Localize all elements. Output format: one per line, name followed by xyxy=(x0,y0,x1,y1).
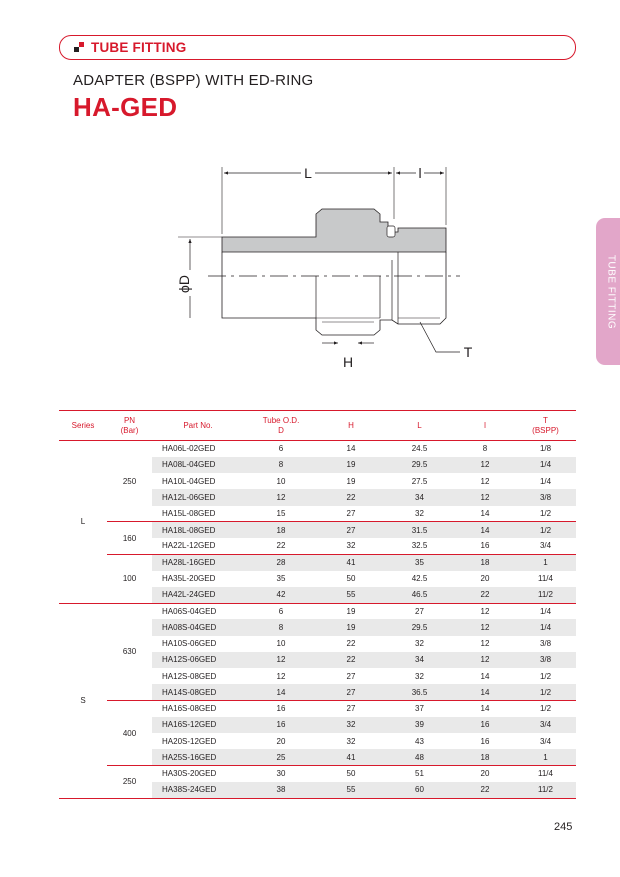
part-no-cell: HA06S-04GED xyxy=(152,603,244,619)
tube-od-cell: 14 xyxy=(244,684,318,700)
h-cell: 32 xyxy=(346,736,356,746)
dimension-D-label: ϕD xyxy=(176,275,192,293)
table-row xyxy=(59,701,576,717)
l-cell: 14 xyxy=(455,701,515,717)
L-cell: 32 xyxy=(415,671,424,681)
L-cell: 34 xyxy=(384,652,455,668)
l-cell: 16 xyxy=(455,717,515,733)
pn-cell: 100 xyxy=(107,554,152,603)
h-cell: 41 xyxy=(318,749,384,765)
tube-od-cell: 30 xyxy=(244,766,318,782)
part-no-cell: HA28L-16GED xyxy=(152,554,244,570)
dimension-L-label: L xyxy=(304,165,312,181)
tube-od-cell: 6 xyxy=(244,603,318,619)
technical-drawing xyxy=(0,0,620,400)
t-cell: 1 xyxy=(515,554,576,570)
h-cell: 27 xyxy=(318,522,384,538)
header-t: T (BSPP) xyxy=(515,411,576,441)
L-cell: 27.5 xyxy=(411,476,428,486)
tube-od-cell: 12 xyxy=(244,489,318,505)
t-cell: 11/2 xyxy=(515,782,576,798)
tube-od-cell: 18 xyxy=(244,522,318,538)
table-row xyxy=(59,603,576,619)
part-no-cell: HA15L-08GED xyxy=(162,508,216,518)
part-no-cell: HA38S-24GED xyxy=(152,782,244,798)
fitting-upper-section xyxy=(222,209,446,252)
dimension-T-leader xyxy=(420,322,460,352)
h-cell: 50 xyxy=(346,574,356,584)
pn-cell: 250 xyxy=(107,766,152,799)
h-cell: 27 xyxy=(346,671,356,681)
t-cell: 3/8 xyxy=(515,489,576,505)
t-cell: 11/4 xyxy=(538,574,553,584)
table-row xyxy=(59,766,576,782)
h-cell: 14 xyxy=(346,444,356,454)
l-cell: 12 xyxy=(480,476,490,486)
t-cell: 1 xyxy=(515,749,576,765)
tube-od-cell: 20 xyxy=(276,736,286,746)
l-cell: 14 xyxy=(455,522,515,538)
L-cell: 32.5 xyxy=(411,541,428,551)
l-cell: 14 xyxy=(480,671,490,681)
t-cell: 1/2 xyxy=(515,684,576,700)
pn-cell: 630 xyxy=(107,603,152,701)
l-cell: 20 xyxy=(480,574,490,584)
section-title: TUBE FITTING xyxy=(91,40,187,55)
t-cell: 1/2 xyxy=(515,522,576,538)
t-cell: 1/2 xyxy=(515,701,576,717)
part-no-cell: HA20S-12GED xyxy=(162,736,217,746)
header-l: l xyxy=(455,411,515,441)
part-no-cell: HA16S-08GED xyxy=(152,701,244,717)
t-cell: 11/4 xyxy=(515,766,576,782)
tube-od-cell: 28 xyxy=(244,554,318,570)
part-no-cell: HA18L-08GED xyxy=(152,522,244,538)
L-cell: 43 xyxy=(415,736,424,746)
header-tube-od: Tube O.D. D xyxy=(244,411,318,441)
l-cell: 12 xyxy=(455,619,515,635)
L-cell: 60 xyxy=(384,782,455,798)
h-cell: 41 xyxy=(318,554,384,570)
table-header-row xyxy=(59,411,576,441)
header-pn: PN (Bar) xyxy=(107,411,152,441)
h-cell: 19 xyxy=(318,619,384,635)
L-cell: 31.5 xyxy=(384,522,455,538)
L-cell: 39 xyxy=(384,717,455,733)
l-cell: 18 xyxy=(455,749,515,765)
t-cell: 1/4 xyxy=(515,619,576,635)
page-number: 245 xyxy=(554,821,573,833)
tube-od-cell: 10 xyxy=(276,639,286,649)
h-cell: 55 xyxy=(318,587,384,603)
part-no-cell: HA42L-24GED xyxy=(152,587,244,603)
t-cell: 1/2 xyxy=(539,508,552,518)
ed-ring-groove xyxy=(387,226,395,237)
part-no-cell: HA12L-06GED xyxy=(152,489,244,505)
part-no-cell: HA35L-20GED xyxy=(162,574,216,584)
L-cell: 34 xyxy=(384,489,455,505)
series-cell: L xyxy=(59,441,107,604)
l-cell: 22 xyxy=(455,782,515,798)
h-cell: 19 xyxy=(346,476,356,486)
dimension-l-label: l xyxy=(418,165,422,181)
h-cell: 19 xyxy=(318,457,384,473)
h-cell: 50 xyxy=(318,766,384,782)
L-cell: 32 xyxy=(415,639,424,649)
pn-cell: 400 xyxy=(107,701,152,766)
series-cell: S xyxy=(59,603,107,798)
tube-od-cell: 15 xyxy=(276,508,286,518)
t-cell: 1/4 xyxy=(515,457,576,473)
part-no-cell: HA14S-08GED xyxy=(152,684,244,700)
L-cell: 51 xyxy=(384,766,455,782)
table-row xyxy=(59,441,576,457)
l-cell: 12 xyxy=(455,457,515,473)
part-no-cell: HA10S-06GED xyxy=(162,639,217,649)
part-no-cell: HA12S-06GED xyxy=(152,652,244,668)
header-part-no: Part No. xyxy=(152,411,244,441)
h-cell: 22 xyxy=(318,489,384,505)
t-cell: 11/2 xyxy=(515,587,576,603)
tube-od-cell: 16 xyxy=(244,701,318,717)
t-cell: 3/4 xyxy=(539,541,552,551)
part-no-cell: HA08S-04GED xyxy=(152,619,244,635)
tube-od-cell: 8 xyxy=(244,457,318,473)
pn-cell: 250 xyxy=(107,441,152,522)
l-cell: 18 xyxy=(455,554,515,570)
spec-table xyxy=(59,410,576,799)
product-subtitle: ADAPTER (BSPP) WITH ED-RING xyxy=(73,72,314,89)
l-cell: 16 xyxy=(480,736,490,746)
h-cell: 27 xyxy=(318,701,384,717)
t-cell: 3/4 xyxy=(539,736,552,746)
L-cell: 29.5 xyxy=(384,457,455,473)
h-cell: 27 xyxy=(346,508,356,518)
l-cell: 14 xyxy=(480,508,490,518)
h-cell: 19 xyxy=(318,603,384,619)
part-no-cell: HA30S-20GED xyxy=(152,766,244,782)
part-no-cell: HA25S-16GED xyxy=(152,749,244,765)
h-cell: 22 xyxy=(346,639,356,649)
dimension-H-label: H xyxy=(342,354,354,370)
l-cell: 12 xyxy=(480,639,490,649)
header-h: H xyxy=(318,411,384,441)
fitting-lower-section xyxy=(222,252,446,335)
l-cell: 16 xyxy=(480,541,490,551)
L-cell: 29.5 xyxy=(384,619,455,635)
part-no-cell: HA06L-02GED xyxy=(162,444,216,454)
t-cell: 1/4 xyxy=(539,476,552,486)
h-cell: 22 xyxy=(318,652,384,668)
part-no-cell: HA10L-04GED xyxy=(162,476,216,486)
part-no-cell: HA16S-12GED xyxy=(152,717,244,733)
h-cell: 32 xyxy=(318,717,384,733)
L-cell: 48 xyxy=(384,749,455,765)
L-cell: 36.5 xyxy=(384,684,455,700)
L-cell: 24.5 xyxy=(411,444,428,454)
tube-od-cell: 12 xyxy=(244,652,318,668)
t-cell: 1/4 xyxy=(515,603,576,619)
table-row xyxy=(59,522,576,538)
t-cell: 1/8 xyxy=(539,444,552,454)
part-no-cell: HA22L-12GED xyxy=(162,541,216,551)
table-row xyxy=(59,554,576,570)
L-cell: 42.5 xyxy=(411,574,428,584)
L-cell: 35 xyxy=(384,554,455,570)
tube-od-cell: 8 xyxy=(244,619,318,635)
t-cell: 3/8 xyxy=(539,639,552,649)
L-cell: 37 xyxy=(384,701,455,717)
h-cell: 32 xyxy=(346,541,356,551)
side-tab-label: TUBE FITTING xyxy=(605,254,617,329)
header-series: Series xyxy=(59,411,107,441)
dimension-T-label: T xyxy=(463,344,473,360)
l-cell: 22 xyxy=(455,587,515,603)
tube-od-cell: 42 xyxy=(244,587,318,603)
header-L: L xyxy=(384,411,455,441)
t-cell: 3/4 xyxy=(515,717,576,733)
h-cell: 27 xyxy=(318,684,384,700)
tube-od-cell: 35 xyxy=(276,574,286,584)
tube-od-cell: 22 xyxy=(276,541,286,551)
L-cell: 32 xyxy=(415,508,424,518)
L-cell: 27 xyxy=(384,603,455,619)
l-cell: 12 xyxy=(455,652,515,668)
l-cell: 20 xyxy=(455,766,515,782)
t-cell: 1/2 xyxy=(539,671,552,681)
l-cell: 14 xyxy=(455,684,515,700)
part-no-cell: HA08L-04GED xyxy=(152,457,244,473)
product-model: HA-GED xyxy=(73,92,178,122)
tube-od-cell: 12 xyxy=(276,671,286,681)
L-cell: 46.5 xyxy=(384,587,455,603)
tube-od-cell: 38 xyxy=(244,782,318,798)
tube-od-cell: 6 xyxy=(278,444,284,454)
l-cell: 8 xyxy=(482,444,488,454)
t-cell: 3/8 xyxy=(515,652,576,668)
h-cell: 55 xyxy=(318,782,384,798)
tube-od-cell: 16 xyxy=(244,717,318,733)
pn-cell: 160 xyxy=(107,522,152,555)
tube-od-cell: 25 xyxy=(244,749,318,765)
part-no-cell: HA12S-08GED xyxy=(162,671,217,681)
tube-od-cell: 10 xyxy=(276,476,286,486)
l-cell: 12 xyxy=(455,489,515,505)
l-cell: 12 xyxy=(455,603,515,619)
